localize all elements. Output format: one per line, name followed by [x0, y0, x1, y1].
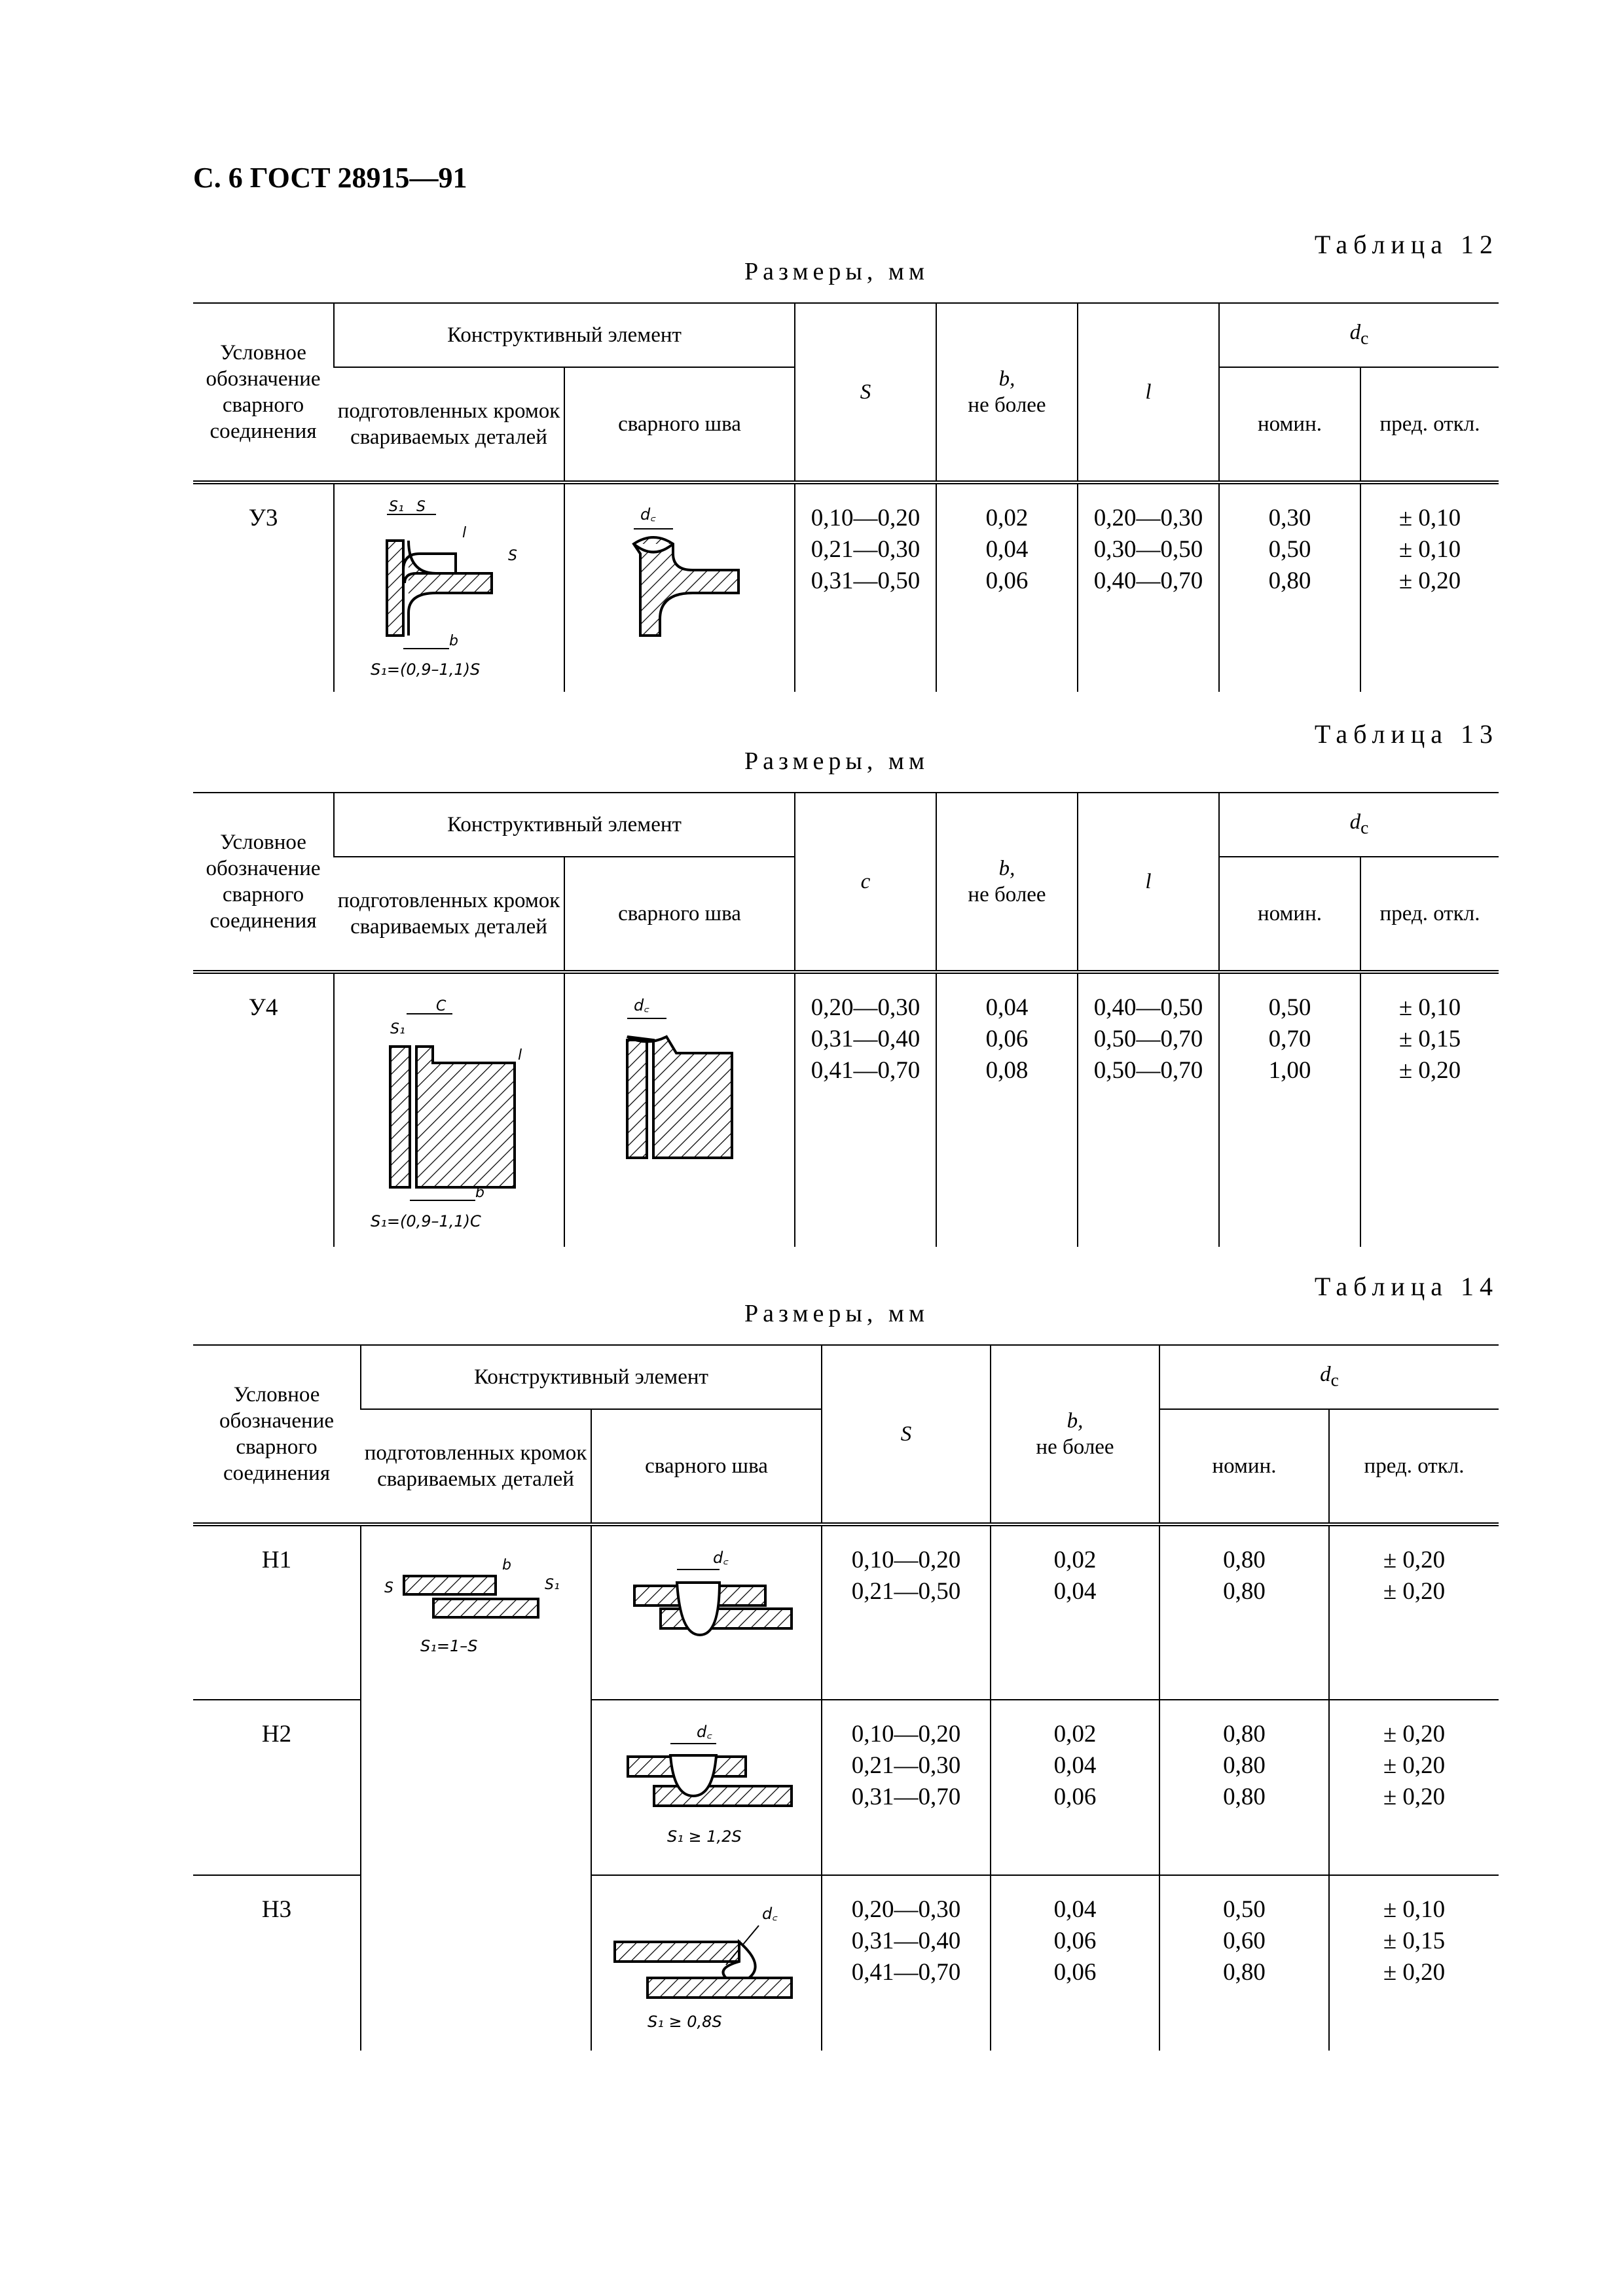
figure-weld-h2 [591, 1700, 822, 1875]
cell-dev: ± 0,10 ± 0,15 ± 0,20 [1360, 972, 1499, 1247]
table-13-units: Размеры, мм [744, 747, 930, 775]
cell-b: 0,02 0,04 0,06 [991, 1700, 1159, 1875]
figure-prepared-u4 [334, 972, 564, 1247]
svg-text:S₁ ≥ 1,2S: S₁ ≥ 1,2S [667, 1827, 742, 1846]
svg-text:l: l [518, 1047, 522, 1064]
header-s: S [822, 1345, 991, 1524]
row-id: Н3 [193, 1875, 361, 2051]
table-row [193, 972, 1499, 1247]
svg-text:S₁: S₁ [389, 499, 404, 515]
svg-text:d꜀: d꜀ [762, 1905, 778, 1923]
table-row [193, 1524, 1499, 1700]
header-b: b, не более [936, 793, 1078, 972]
table-12-units: Размеры, мм [744, 258, 930, 285]
cell-l: 0,20—0,30 0,30—0,50 0,40—0,70 [1078, 482, 1219, 692]
header-dc: $d_c$ [1219, 793, 1499, 857]
cell-b: 0,04 0,06 0,06 [991, 1875, 1159, 2051]
cell-dev: ± 0,10 ± 0,10 ± 0,20 [1360, 482, 1499, 692]
header-prepared: подготовленных кромок свариваемых деталей [334, 857, 564, 972]
row-id: У3 [248, 505, 278, 531]
row-id: Н2 [193, 1700, 361, 1875]
header-element: Конструктивный элемент [334, 303, 795, 367]
svg-text:S₁: S₁ [545, 1577, 560, 1593]
figure-prepared-u3 [334, 482, 564, 692]
header-weld: сварного шва [564, 367, 795, 482]
cell-s: 0,10—0,20 0,21—0,30 0,31—0,70 [822, 1700, 991, 1875]
header-l: l [1078, 793, 1219, 972]
svg-text:b: b [502, 1557, 511, 1573]
table-12-label: Таблица 12 [1314, 230, 1499, 259]
cell-dev: ± 0,10 ± 0,15 ± 0,20 [1329, 1875, 1499, 2051]
cell-nom: 0,30 0,50 0,80 [1219, 482, 1360, 692]
row-id: Н1 [261, 1547, 292, 1573]
cell-s: 0,20—0,30 0,31—0,40 0,41—0,70 [822, 1875, 991, 2051]
header-element: Конструктивный элемент [334, 793, 795, 857]
svg-text:S: S [508, 548, 517, 564]
svg-text:l: l [462, 525, 467, 541]
cell-nom: 0,80 0,80 [1159, 1524, 1329, 1700]
svg-text:d꜀: d꜀ [640, 505, 656, 524]
table-row [193, 482, 1499, 692]
cell-c: 0,20—0,30 0,31—0,40 0,41—0,70 [795, 972, 936, 1247]
header-dc: $d_c$ [1219, 303, 1499, 367]
header-prepared: подготовленных кромок свариваемых деталей [334, 367, 564, 482]
header-weld: сварного шва [564, 857, 795, 972]
cell-s: 0,10—0,20 0,21—0,30 0,31—0,50 [795, 482, 936, 692]
svg-text:C: C [436, 998, 447, 1014]
header-designation: Условное обозначение сварного соединения [193, 1345, 361, 1524]
header-nom: номин. [1159, 1409, 1329, 1524]
figure-weld-h1 [591, 1524, 822, 1700]
svg-text:S₁=1–S: S₁=1–S [420, 1637, 478, 1655]
header-c: c [795, 793, 936, 972]
figure-weld-u3 [564, 482, 795, 692]
svg-text:S₁: S₁ [390, 1021, 405, 1037]
svg-text:S₁=(0,9–1,1)C: S₁=(0,9–1,1)C [371, 1212, 481, 1230]
figure-weld-h3 [591, 1875, 822, 2051]
table-13 [193, 792, 1499, 1247]
header-dc: $d_c$ [1159, 1345, 1499, 1409]
figure-weld-u4 [564, 972, 795, 1247]
cell-nom: 0,50 0,60 0,80 [1159, 1875, 1329, 2051]
header-dev: пред. откл. [1360, 857, 1499, 972]
cell-b: 0,02 0,04 0,06 [936, 482, 1078, 692]
header-nom: номин. [1219, 857, 1360, 972]
header-nom: номин. [1219, 367, 1360, 482]
svg-text:d꜀: d꜀ [634, 996, 649, 1014]
header-dev: пред. откл. [1329, 1409, 1499, 1524]
header-weld: сварного шва [591, 1409, 822, 1524]
cell-nom: 0,80 0,80 0,80 [1159, 1700, 1329, 1875]
figure-note: S₁=(0,9–1,1)S [371, 660, 481, 679]
svg-text:b: b [449, 633, 458, 649]
svg-text:d꜀: d꜀ [713, 1549, 729, 1567]
table-14 [193, 1344, 1499, 2051]
header-b: b, не более [936, 303, 1078, 482]
header-designation: Условное обозначение сварного соединения [193, 303, 334, 482]
header-element: Конструктивный элемент [361, 1345, 822, 1409]
table-12 [193, 302, 1499, 692]
svg-text:d꜀: d꜀ [697, 1723, 712, 1741]
table-14-units: Размеры, мм [744, 1300, 930, 1327]
svg-text:S₁ ≥ 0,8S: S₁ ≥ 0,8S [647, 2013, 722, 2031]
table-14-label: Таблица 14 [1314, 1272, 1499, 1301]
svg-text:b: b [475, 1185, 484, 1201]
header-designation: Условное обозначение сварного соединения [193, 793, 334, 972]
row-id: У4 [248, 994, 278, 1021]
header-b: b, не более [991, 1345, 1159, 1524]
svg-text:S: S [384, 1580, 393, 1596]
cell-dev: ± 0,20 ± 0,20 [1329, 1524, 1499, 1700]
header-prepared: подготовленных кромок свариваемых деталей [361, 1409, 591, 1524]
svg-text:S: S [416, 499, 426, 515]
cell-b: 0,02 0,04 [991, 1524, 1159, 1700]
page-header: С. 6 ГОСТ 28915—91 [193, 162, 467, 194]
table-13-label: Таблица 13 [1314, 719, 1499, 749]
header-l: l [1078, 303, 1219, 482]
figure-prepared-h [361, 1524, 591, 2051]
header-dev: пред. откл. [1360, 367, 1499, 482]
header-s: S [795, 303, 936, 482]
cell-s: 0,10—0,20 0,21—0,50 [822, 1524, 991, 1700]
cell-nom: 0,50 0,70 1,00 [1219, 972, 1360, 1247]
cell-dev: ± 0,20 ± 0,20 ± 0,20 [1329, 1700, 1499, 1875]
cell-l: 0,40—0,50 0,50—0,70 0,50—0,70 [1078, 972, 1219, 1247]
cell-b: 0,04 0,06 0,08 [936, 972, 1078, 1247]
